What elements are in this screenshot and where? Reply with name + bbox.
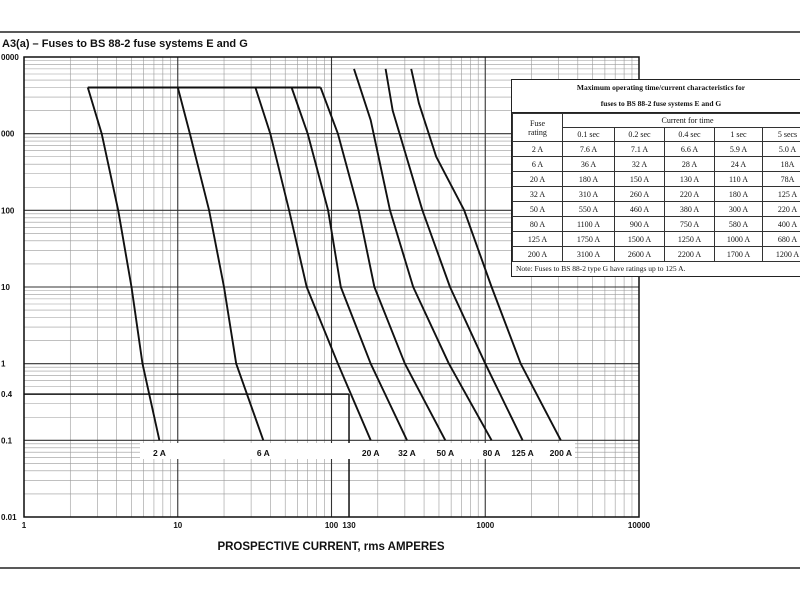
curve-label: 20 A xyxy=(361,448,380,458)
table-cell: 260 A xyxy=(615,187,665,202)
time-column-header: 5 secs xyxy=(763,128,800,142)
table-caption xyxy=(512,80,800,113)
table-cell: 400 A xyxy=(763,217,800,232)
table-cell: 310 A xyxy=(563,187,615,202)
table-cell: 1100 A xyxy=(563,217,615,232)
table-row xyxy=(513,142,800,157)
table-cell: 380 A xyxy=(665,202,715,217)
table-cell: 680 A xyxy=(763,232,800,247)
table-cell: 32 A xyxy=(513,187,563,202)
rating-column-header xyxy=(513,114,563,142)
time-column-header: 1 sec xyxy=(715,128,763,142)
y-tick-label: 100 xyxy=(1,206,15,216)
time-column-header: 0.1 sec xyxy=(563,128,615,142)
curve-label: 50 A xyxy=(436,448,455,458)
table-cell: 220 A xyxy=(763,202,800,217)
table-caption-line1: Maximum operating time/current characteristics for xyxy=(576,83,746,92)
table-cell: 750 A xyxy=(665,217,715,232)
table-cell: 32 A xyxy=(615,157,665,172)
x-tick-label: 10000 xyxy=(627,521,651,530)
y-tick-label: 000 xyxy=(1,129,15,139)
y-tick-label: 0.01 xyxy=(1,513,17,522)
table-cell: 36 A xyxy=(563,157,615,172)
table-cell: 1750 A xyxy=(563,232,615,247)
y-tick-label: 1 xyxy=(1,359,6,369)
table-cell: 1500 A xyxy=(615,232,665,247)
table-cell: 180 A xyxy=(715,187,763,202)
table-row xyxy=(513,157,800,172)
table-cell: 50 A xyxy=(513,202,563,217)
table-cell: 1700 A xyxy=(715,247,763,262)
chart-title: A3(a) – Fuses to BS 88-2 fuse systems E and G xyxy=(2,38,248,50)
table-cell: 5.0 A xyxy=(763,142,800,157)
table-caption-line2: fuses to BS 88-2 fuse systems E and G xyxy=(600,99,722,108)
table-cell: 460 A xyxy=(615,202,665,217)
table-cell: 180 A xyxy=(563,172,615,187)
x-axis-title: PROSPECTIVE CURRENT, rms AMPERES xyxy=(217,541,445,553)
table-row xyxy=(513,247,800,262)
y-tick-label: 0.1 xyxy=(1,436,13,446)
y-tick-label: 0.4 xyxy=(1,390,13,400)
x-tick-label: 10 xyxy=(173,521,183,530)
table-cell: 580 A xyxy=(715,217,763,232)
table-cell: 130 A xyxy=(665,172,715,187)
table-cell: 900 A xyxy=(615,217,665,232)
curve-label: 32 A xyxy=(398,448,416,458)
rating-header-line1: Fuse xyxy=(529,118,546,128)
curve-label-band xyxy=(140,443,575,459)
table-cell: 150 A xyxy=(615,172,665,187)
x-tick-label: 130 xyxy=(342,521,356,530)
table-cell: 5.9 A xyxy=(715,142,763,157)
table-cell: 220 A xyxy=(665,187,715,202)
table-cell: 6 A xyxy=(513,157,563,172)
table-cell: 24 A xyxy=(715,157,763,172)
table-cell: 78A xyxy=(763,172,800,187)
table-cell: 1250 A xyxy=(665,232,715,247)
curve-label: 125 A xyxy=(511,448,534,458)
table-cell: 28 A xyxy=(665,157,715,172)
x-tick-label: 100 xyxy=(324,521,339,530)
table-cell: 110 A xyxy=(715,172,763,187)
table-cell: 2600 A xyxy=(615,247,665,262)
characteristics-table xyxy=(512,113,800,262)
curve-label: 6 A xyxy=(256,448,270,458)
table-cell: 3100 A xyxy=(563,247,615,262)
time-group-header: Current for time xyxy=(563,114,800,128)
table-row xyxy=(513,187,800,202)
rating-header-line2: rating xyxy=(528,127,547,137)
table-cell: 200 A xyxy=(513,247,563,262)
table-cell: 6.6 A xyxy=(665,142,715,157)
time-column-header: 0.4 sec xyxy=(665,128,715,142)
table-cell: 125 A xyxy=(513,232,563,247)
time-column-header: 0.2 sec xyxy=(615,128,665,142)
curve-label: 200 A xyxy=(549,448,572,458)
table-cell: 80 A xyxy=(513,217,563,232)
table-cell: 300 A xyxy=(715,202,763,217)
table-body xyxy=(513,142,800,262)
x-tick-label: 1 xyxy=(21,521,27,530)
table-row xyxy=(513,172,800,187)
x-tick-label: 1000 xyxy=(476,521,495,530)
y-tick-label: 0000 xyxy=(1,53,19,62)
fuse-rating-table xyxy=(511,79,800,277)
table-note: Note: Fuses to BS 88-2 type G have ratings up to 125 A. xyxy=(516,264,686,273)
curve-label: 2 A xyxy=(152,448,166,458)
table-cell: 125 A xyxy=(763,187,800,202)
table-cell: 7.1 A xyxy=(615,142,665,157)
table-cell: 18A xyxy=(763,157,800,172)
curve-label: 80 A xyxy=(482,448,501,458)
y-tick-label: 10 xyxy=(1,283,10,292)
table-row xyxy=(513,232,800,247)
table-cell: 2200 A xyxy=(665,247,715,262)
table-cell: 1000 A xyxy=(715,232,763,247)
table-cell: 550 A xyxy=(563,202,615,217)
table-cell: 20 A xyxy=(513,172,563,187)
table-row xyxy=(513,217,800,232)
table-row xyxy=(513,202,800,217)
table-cell: 7.6 A xyxy=(563,142,615,157)
table-cell: 2 A xyxy=(513,142,563,157)
table-cell: 1200 A xyxy=(763,247,800,262)
